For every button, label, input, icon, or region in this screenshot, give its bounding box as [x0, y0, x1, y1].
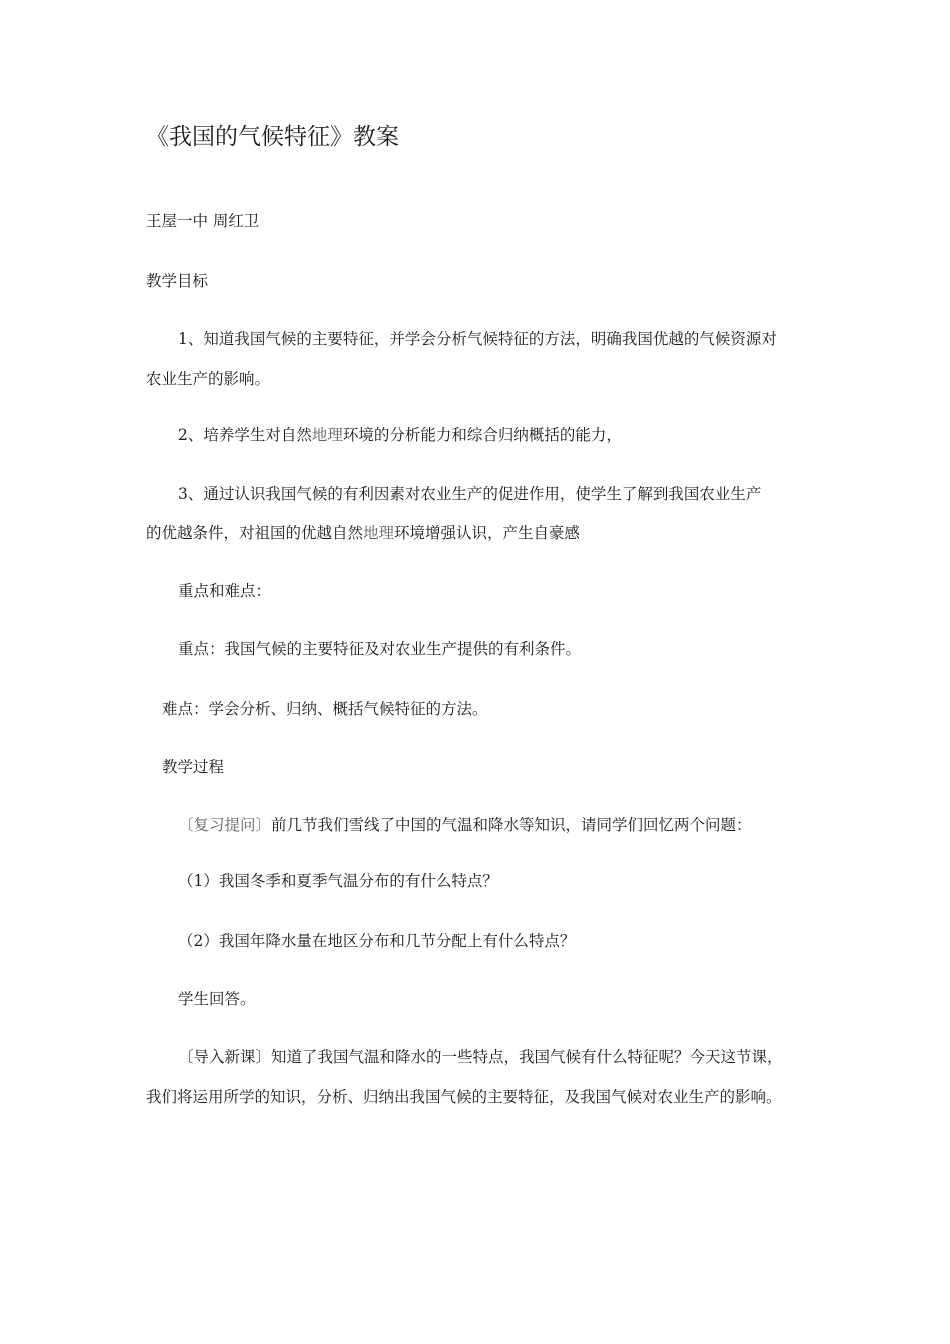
document-title: 《我国的气候特征》教案 — [146, 124, 399, 150]
objective-2-pre: 2、培养学生对自然 — [178, 426, 312, 444]
difficult-point: 难点：学会分析、归纳、概括气候特征的方法。 — [162, 700, 488, 718]
review-tag: 〔复习提问〕 — [178, 816, 272, 834]
objective-3-pre: 的优越条件，对祖国的优越自然 — [146, 524, 364, 542]
question-2: （2）我国年降水量在地区分布和几节分配上有什么特点？ — [178, 932, 576, 950]
key-point: 重点：我国气候的主要特征及对农业生产提供的有利条件。 — [178, 640, 582, 658]
review-text: 前几节我们雪线了中国的气温和降水等知识，请同学们回忆两个问题： — [271, 816, 752, 834]
author-line: 王屋一中 周红卫 — [146, 212, 260, 230]
student-answer: 学生回答。 — [178, 990, 256, 1008]
intro-line-2: 我们将运用所学的知识，分析、归纳出我国气候的主要特征，及我国气候对农业生产的影响。 — [146, 1088, 782, 1106]
objective-1-line-2: 农业生产的影响。 — [146, 370, 271, 388]
objective-3-line-1: 3、通过认识我国气候的有利因素对农业生产的促进作用，使学生了解到我国农业生产 — [178, 485, 762, 503]
review-question — [178, 815, 752, 835]
process-heading: 教学过程 — [162, 758, 225, 776]
objective-3-post: 环境增强认识，产生自豪感 — [394, 524, 581, 542]
objective-3-line-2 — [146, 523, 580, 543]
objective-2-post: 环境的分析能力和综合归纳概括的能力， — [342, 426, 622, 444]
objective-2-link: 地理 — [311, 426, 343, 444]
objective-3-link: 地理 — [363, 524, 395, 542]
question-1: （1）我国冬季和夏季气温分布的有什么特点？ — [178, 872, 498, 890]
objective-1-line-1: 1、知道我国气候的主要特征，并学会分析气候特征的方法，明确我国优越的气候资源对 — [178, 330, 777, 348]
key-difficult-heading: 重点和难点： — [178, 582, 272, 600]
objective-2 — [178, 425, 622, 445]
intro-line-1: 〔导入新课〕知道了我国气温和降水的一些特点，我国气候有什么特征呢？今天这节课， — [178, 1048, 783, 1066]
objectives-heading: 教学目标 — [146, 272, 209, 290]
